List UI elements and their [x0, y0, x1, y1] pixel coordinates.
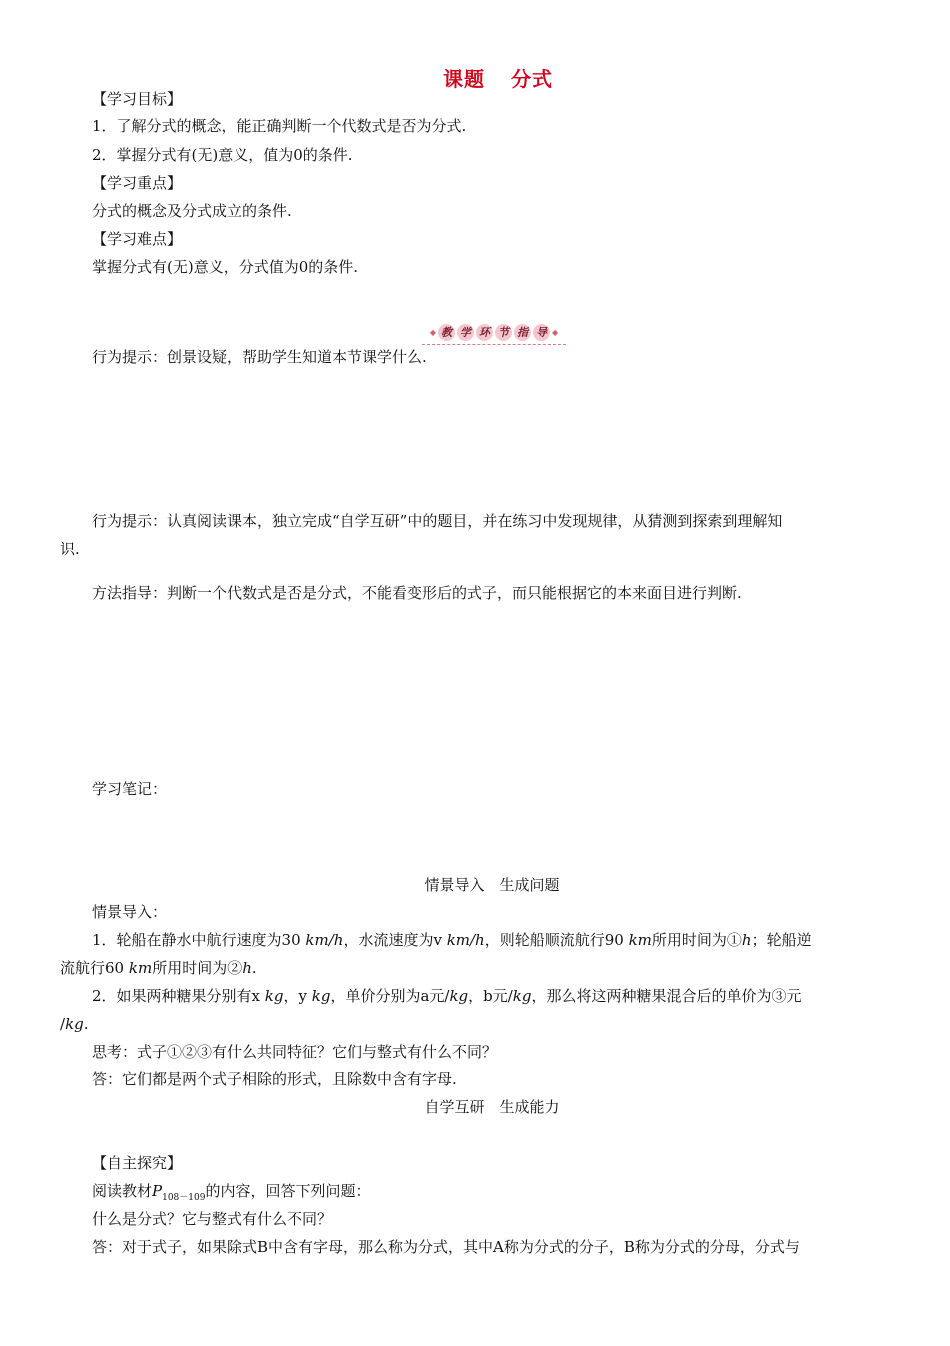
think-question: 思考：式子①②③有什么共同特征？它们与整式有什么不同？ — [92, 1043, 498, 1061]
concept-answer: 答：对于式子，如果除式B中含有字母，那么称为分式，其中A称为分式的分子，B称为分式的分母，分式与 — [92, 1238, 800, 1256]
study-notes-label: 学习笔记： — [92, 780, 168, 798]
unit: km — [628, 931, 652, 949]
unit: km — [128, 959, 153, 977]
question-1-line-1 — [92, 930, 812, 950]
behavior-hint-2-cont: 识. — [60, 540, 80, 558]
banner-char: 学 — [457, 324, 474, 341]
page-ref: P — [152, 1182, 163, 1200]
reading-instruction — [92, 1181, 370, 1208]
section-heading-selfstudy: 自学互研 生成能力 — [424, 1098, 560, 1116]
question-1-line-2: 流航行60 km所用时间为②h. — [60, 959, 257, 977]
unit: km/h — [446, 931, 485, 949]
method-guide: 方法指导：判断一个代数式是否是分式，不能看变形后的式子，而只能根据它的本来面目进行判断. — [92, 584, 742, 602]
q2-text: ，那么将这两种糖果混合后的单价为③元 — [531, 987, 802, 1005]
q1-text: ；轮船逆 — [751, 931, 812, 949]
section-heading-scenario: 情景导入 生成问题 — [424, 876, 560, 894]
teaching-guide-banner — [422, 320, 566, 345]
unit: km/h — [305, 931, 344, 949]
behavior-hint-2: 行为提示：认真阅读课本，独立完成“自学互研”中的题目，并在练习中发现规律，从猜测到探索到理解知 — [92, 512, 783, 530]
focus-text: 分式的概念及分式成立的条件. — [92, 202, 292, 220]
objective-2: 2．掌握分式有(无)意义，值为0的条件. — [92, 146, 353, 164]
page-ref-sub: 108－109 — [162, 1193, 206, 1203]
unit: kg — [512, 987, 532, 1005]
difficulty-heading: 【学习难点】 — [92, 230, 183, 248]
read-text: 的内容，回答下列问题： — [205, 1182, 371, 1200]
banner-char: 导 — [533, 324, 550, 341]
unit: h — [242, 959, 252, 977]
banner-dot-icon: ◆ — [552, 327, 559, 337]
q1-text: ，水流速度为v — [343, 931, 447, 949]
q2-text: ，单价分别为a元/ — [330, 987, 450, 1005]
title-part-1: 课题 — [443, 67, 485, 91]
q1-text: 流航行60 — [60, 959, 129, 977]
banner-char: 指 — [514, 324, 531, 341]
banner-char: 教 — [438, 324, 455, 341]
read-text: 阅读教材 — [92, 1182, 153, 1200]
explore-heading: 【自主探究】 — [92, 1154, 183, 1172]
question-2-line-1 — [92, 986, 802, 1006]
q2-text: ，y — [283, 987, 312, 1005]
unit: kg — [449, 987, 469, 1005]
q2-text: ，b元/ — [468, 987, 513, 1005]
objectives-heading: 【学习目标】 — [92, 90, 183, 108]
objective-1: 1．了解分式的概念，能正确判断一个代数式是否为分式. — [92, 117, 467, 135]
q2-text: / — [60, 1015, 66, 1033]
scenario-intro: 情景导入： — [92, 903, 168, 921]
concept-question: 什么是分式？它与整式有什么不同？ — [92, 1210, 333, 1228]
focus-heading: 【学习重点】 — [92, 174, 183, 192]
banner-dot-icon: ◆ — [429, 327, 436, 337]
banner-char: 环 — [476, 324, 493, 341]
unit: kg — [264, 987, 284, 1005]
behavior-hint-1: 行为提示：创景设疑，帮助学生知道本节课学什么. — [92, 348, 427, 366]
banner-char: 节 — [495, 324, 512, 341]
q1-text: 所用时间为① — [651, 931, 742, 949]
unit: h — [741, 931, 752, 949]
think-answer: 答：它们都是两个式子相除的形式，且除数中含有字母. — [92, 1070, 457, 1088]
q1-text: 所用时间为② — [152, 959, 243, 977]
title-part-2: 分式 — [511, 67, 553, 91]
unit: kg — [65, 1015, 84, 1033]
q2-text: 2．如果两种糖果分别有x — [92, 987, 265, 1005]
q1-text: ，则轮船顺流航行90 — [484, 931, 629, 949]
unit: kg — [311, 987, 331, 1005]
question-2-line-2: /kg. — [60, 1015, 89, 1033]
difficulty-text: 掌握分式有(无)意义，分式值为0的条件. — [92, 258, 359, 276]
q1-text: 1．轮船在静水中航行速度为30 — [92, 931, 306, 949]
